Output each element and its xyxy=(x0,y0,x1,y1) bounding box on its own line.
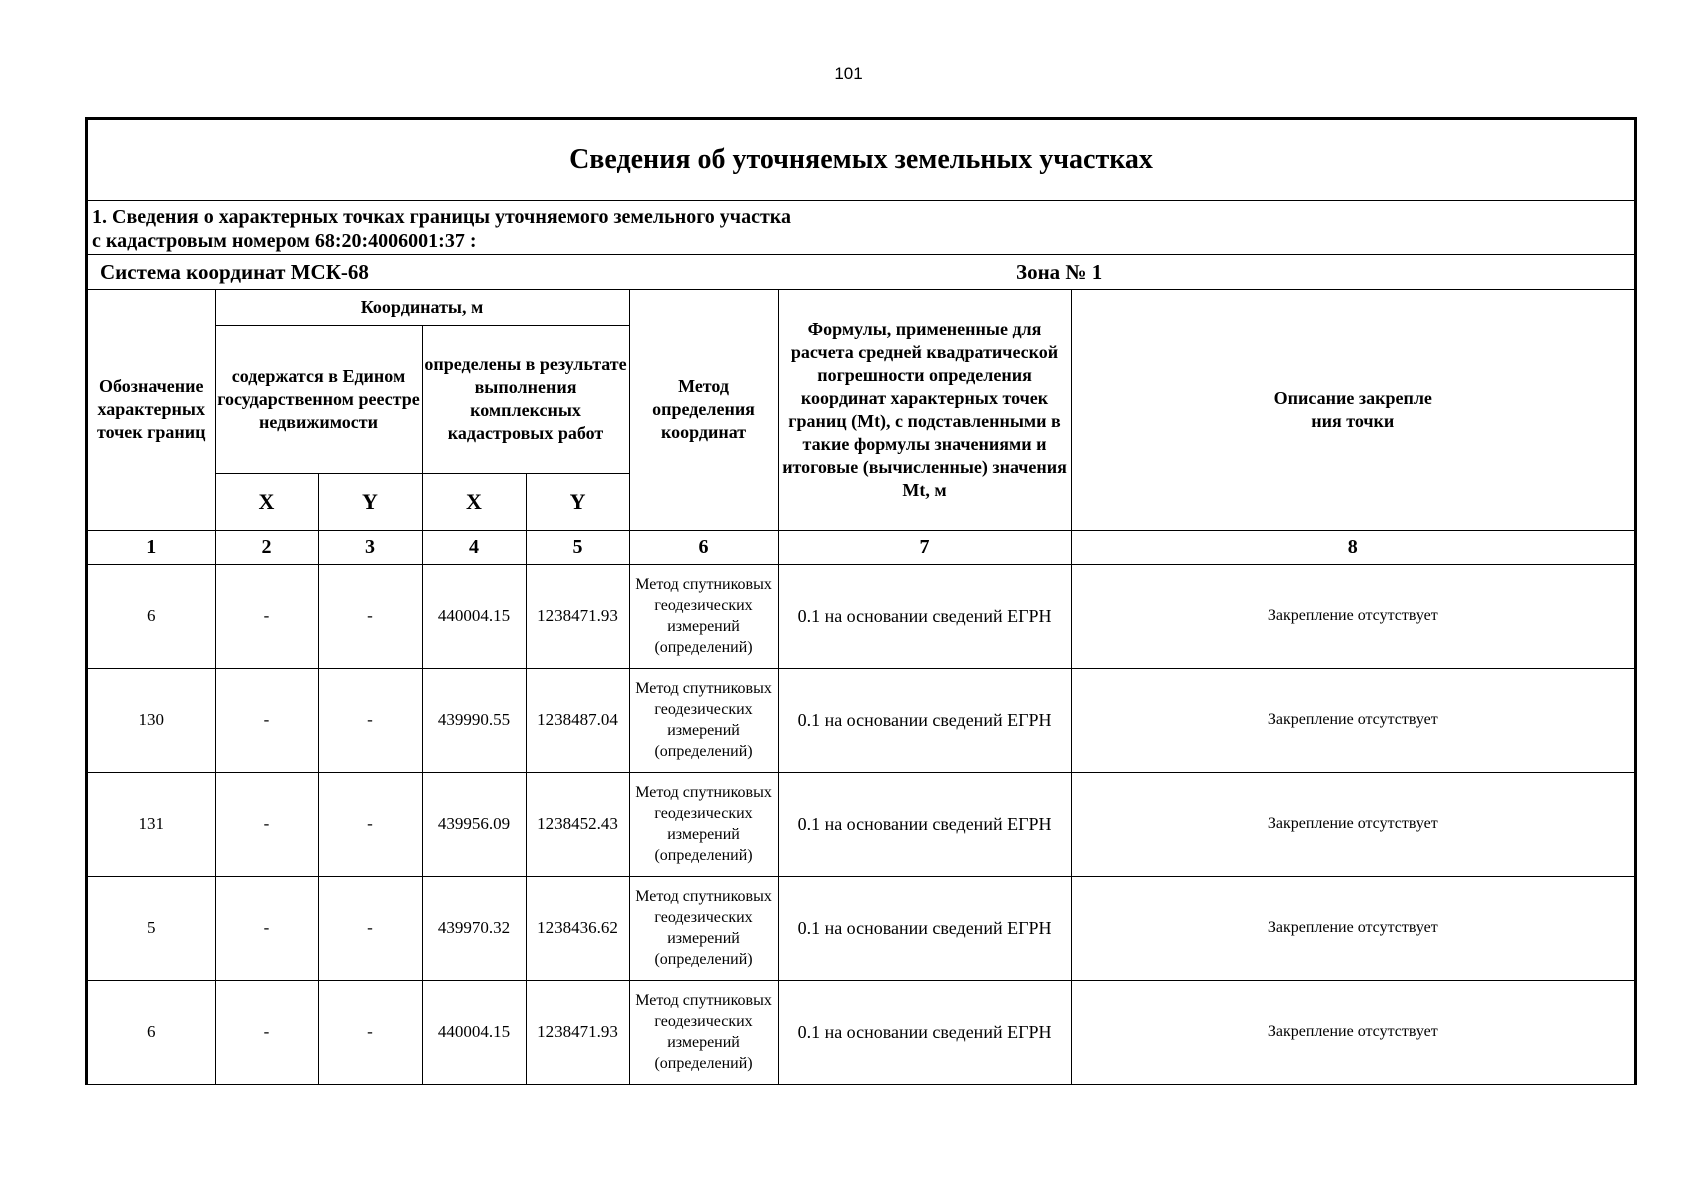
header-coordinates: Координаты, м xyxy=(215,290,629,325)
coordinate-system: Система координат МСК-68 xyxy=(100,260,369,284)
method-cell: Метод спутниковых геодезических измерений (определений) xyxy=(629,772,778,876)
header-determined-y: Y xyxy=(526,473,629,530)
description-cell: Закрепление отсутствует xyxy=(1071,772,1634,876)
coordinate-x: 440004.15 xyxy=(422,980,526,1084)
header-point-designation: Обозначение характерных точек границ xyxy=(88,290,215,530)
column-number: 5 xyxy=(526,530,629,564)
column-number: 3 xyxy=(318,530,422,564)
description-cell: Закрепление отсутствует xyxy=(1071,668,1634,772)
registry-y: - xyxy=(318,876,422,980)
point-designation: 5 xyxy=(88,876,215,980)
registry-y: - xyxy=(318,668,422,772)
formula-cell: 0.1 на основании сведений ЕГРН xyxy=(778,564,1071,668)
column-number: 2 xyxy=(215,530,318,564)
page-number: 101 xyxy=(834,64,863,83)
registry-y: - xyxy=(318,772,422,876)
registry-y: - xyxy=(318,564,422,668)
registry-y: - xyxy=(318,980,422,1084)
method-cell: Метод спутниковых геодезических измерений (определений) xyxy=(629,980,778,1084)
header-registry-x: X xyxy=(215,473,318,530)
section-heading-line-2: с кадастровым номером 68:20:4006001:37 : xyxy=(92,230,477,252)
registry-x: - xyxy=(215,564,318,668)
column-number: 8 xyxy=(1071,530,1634,564)
coordinate-system-row xyxy=(88,255,1634,290)
table-row xyxy=(88,876,1634,980)
column-number: 4 xyxy=(422,530,526,564)
registry-x: - xyxy=(215,668,318,772)
table-row xyxy=(88,564,1634,668)
document-title: Сведения об уточняемых земельных участках xyxy=(88,120,1634,201)
document-frame xyxy=(85,117,1637,1085)
formula-cell: 0.1 на основании сведений ЕГРН xyxy=(778,876,1071,980)
coordinate-y: 1238471.93 xyxy=(526,564,629,668)
point-designation: 6 xyxy=(88,564,215,668)
column-number: 1 xyxy=(88,530,215,564)
method-cell: Метод спутниковых геодезических измерений (определений) xyxy=(629,876,778,980)
description-cell: Закрепление отсутствует xyxy=(1071,980,1634,1084)
header-determined-x: X xyxy=(422,473,526,530)
header-description-line-1: Описание закрепле xyxy=(1273,387,1432,408)
coordinate-y: 1238436.62 xyxy=(526,876,629,980)
section-heading xyxy=(88,201,1634,255)
point-designation: 131 xyxy=(88,772,215,876)
header-in-registry: содержатся в Едином государственном реестре недвижимости xyxy=(215,325,422,473)
coordinate-x: 439970.32 xyxy=(422,876,526,980)
table-row xyxy=(88,980,1634,1084)
coordinate-y: 1238471.93 xyxy=(526,980,629,1084)
zone-label: Зона № 1 xyxy=(1016,260,1103,284)
description-cell: Закрепление отсутствует xyxy=(1071,876,1634,980)
column-number: 6 xyxy=(629,530,778,564)
registry-x: - xyxy=(215,980,318,1084)
column-number-row xyxy=(88,530,1634,564)
formula-cell: 0.1 на основании сведений ЕГРН xyxy=(778,980,1071,1084)
registry-x: - xyxy=(215,772,318,876)
header-description xyxy=(1071,290,1634,530)
header-determined: определены в результате выполнения комплексных кадастровых работ xyxy=(422,325,629,473)
section-heading-line-1: 1. Сведения о характерных точках границы уточняемого земельного участка xyxy=(92,206,792,228)
boundary-points-table xyxy=(88,290,1634,1085)
method-cell: Метод спутниковых геодезических измерений (определений) xyxy=(629,564,778,668)
formula-cell: 0.1 на основании сведений ЕГРН xyxy=(778,668,1071,772)
formula-cell: 0.1 на основании сведений ЕГРН xyxy=(778,772,1071,876)
point-designation: 130 xyxy=(88,668,215,772)
header-method: Метод определения координат xyxy=(629,290,778,530)
registry-x: - xyxy=(215,876,318,980)
coordinate-x: 440004.15 xyxy=(422,564,526,668)
coordinate-x: 439990.55 xyxy=(422,668,526,772)
header-description-line-2: ния точки xyxy=(1311,410,1395,431)
point-designation: 6 xyxy=(88,980,215,1084)
coordinate-y: 1238487.04 xyxy=(526,668,629,772)
table-row xyxy=(88,668,1634,772)
coordinate-x: 439956.09 xyxy=(422,772,526,876)
header-registry-y: Y xyxy=(318,473,422,530)
column-number: 7 xyxy=(778,530,1071,564)
method-cell: Метод спутниковых геодезических измерений (определений) xyxy=(629,668,778,772)
table-row xyxy=(88,772,1634,876)
header-formulas: Формулы, примененные для расчета средней квадратической погрешности определения координат характерных точек границ (Mt), с подставленными в такие формулы значениями и итоговые (вычисленные) значения Mt, м xyxy=(778,290,1071,530)
description-cell: Закрепление отсутствует xyxy=(1071,564,1634,668)
coordinate-y: 1238452.43 xyxy=(526,772,629,876)
